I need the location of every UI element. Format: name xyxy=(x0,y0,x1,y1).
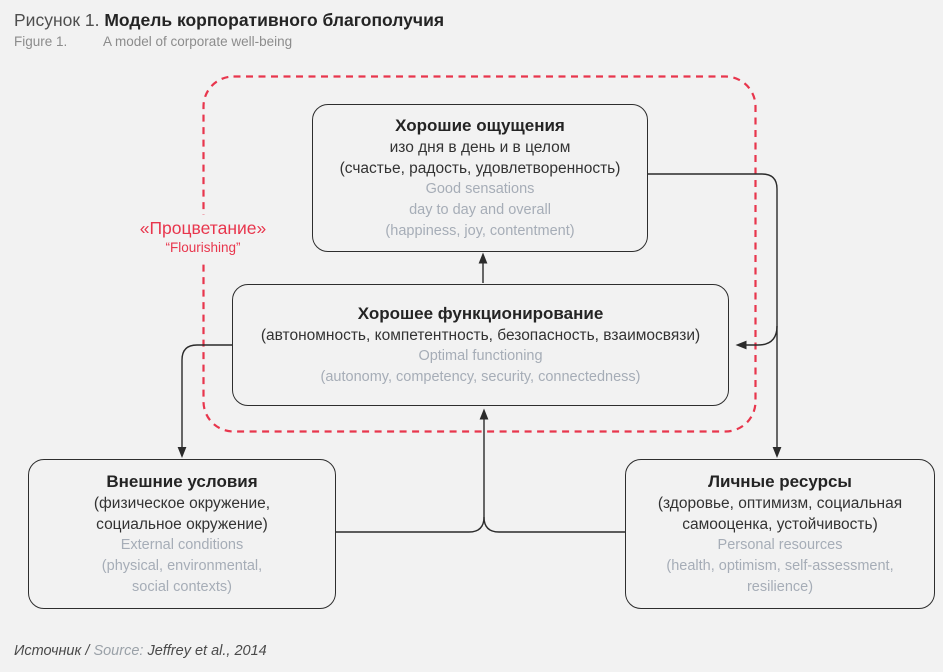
arrowhead-left-into-optimal xyxy=(736,341,747,350)
node-line-ru: (автономность, компетентность, безопасность, взаимосвязи) xyxy=(260,326,701,344)
edge-external-to-optimal xyxy=(336,419,484,532)
node-line-en: Personal resources xyxy=(717,536,843,553)
source-prefix-ru: Источник / xyxy=(14,643,94,659)
node-line-en: (physical, environmental, xyxy=(101,557,263,574)
source-prefix-en: Source: xyxy=(93,643,148,659)
node-line-ru: (здоровье, оптимизм, социальная xyxy=(657,494,903,512)
node-line-en: Good sensations xyxy=(425,180,535,197)
node-title: Хорошее функционирование xyxy=(357,303,604,323)
flourishing-label xyxy=(128,215,278,260)
node-line-ru: (счастье, радость, удовлетворенность) xyxy=(339,159,621,177)
node-optimal-functioning xyxy=(232,284,729,406)
node-line-ru: социальное окружение) xyxy=(96,515,268,533)
node-external-conditions xyxy=(28,459,336,609)
node-good-sensations xyxy=(312,104,648,252)
figure-title-ru-text: Модель корпоративного благополучия xyxy=(104,10,445,30)
node-line-ru: изо дня в день и в целом xyxy=(389,138,571,156)
node-line-en: External conditions xyxy=(120,536,244,553)
edge-personal-to-optimal xyxy=(484,517,625,532)
arrowhead-down-into-external xyxy=(178,447,187,458)
node-line-en: resilience) xyxy=(746,578,814,595)
flourishing-label-en: “Flourishing” xyxy=(165,240,241,255)
arrowhead-up-into-sensations xyxy=(479,253,488,264)
arrowhead-up-into-optimal xyxy=(480,409,489,420)
node-line-en: social contexts) xyxy=(132,578,232,595)
node-line-en: (health, optimism, self-assessment, xyxy=(666,557,894,574)
node-line-en: (autonomy, competency, security, connectedness) xyxy=(320,368,641,385)
node-line-ru: самооценка, устойчивость) xyxy=(682,515,878,533)
figure-label-en: Figure 1. xyxy=(14,34,68,49)
node-line-en: day to day and overall xyxy=(409,201,551,218)
node-line-ru: (физическое окружение, xyxy=(93,494,271,512)
node-title: Хорошие ощущения xyxy=(395,115,565,135)
edge-sensations-to-optimal xyxy=(742,326,777,345)
arrowhead-down-into-personal xyxy=(773,447,782,458)
node-line-en: Optimal functioning xyxy=(418,347,543,364)
node-personal-resources xyxy=(625,459,935,609)
figure-title-en-text: A model of corporate well-being xyxy=(103,34,293,49)
node-title: Личные ресурсы xyxy=(708,471,852,491)
node-title: Внешние условия xyxy=(106,471,258,491)
figure-label-ru: Рисунок 1. xyxy=(14,10,100,30)
source-citation: Jeffrey et al., 2014 xyxy=(147,643,267,659)
edge-optimal-to-external xyxy=(182,345,232,449)
node-line-en: (happiness, joy, contentment) xyxy=(385,222,575,239)
flourishing-label-ru: «Процветание» xyxy=(139,218,267,238)
source-line xyxy=(14,642,267,661)
